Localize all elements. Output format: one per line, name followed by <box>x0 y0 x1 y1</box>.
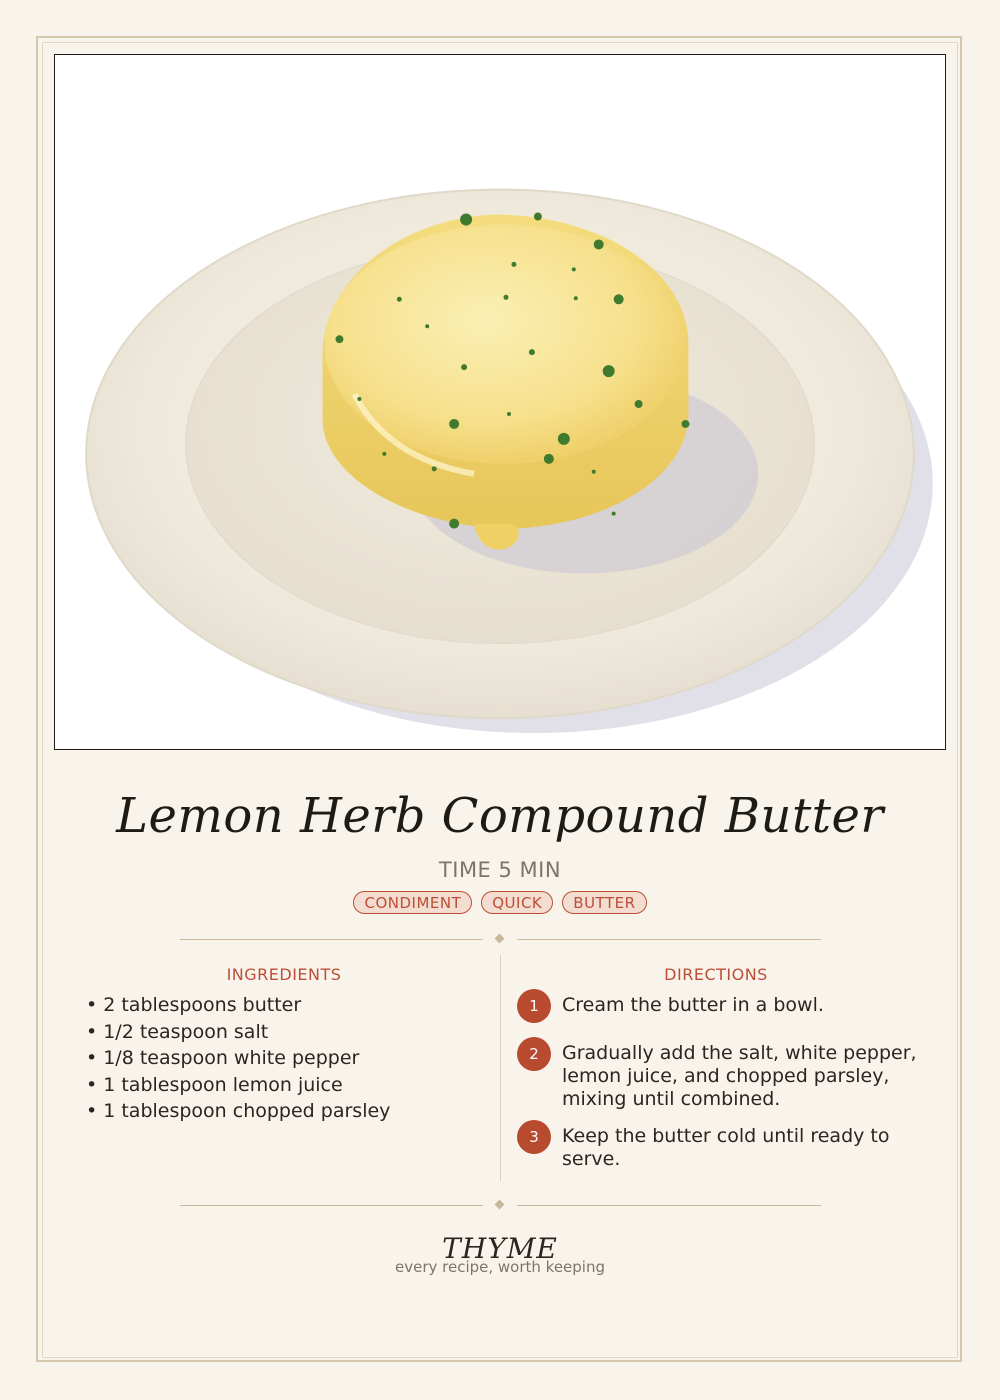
divider-bottom-left <box>180 1205 483 1206</box>
step-number-badge: 3 <box>517 1120 551 1154</box>
brand-logo: THYME <box>442 1232 558 1265</box>
direction-step <box>517 1120 917 1174</box>
direction-step <box>517 989 917 1029</box>
column-separator <box>500 955 501 1181</box>
recipe-title: Lemon Herb Compound Butter <box>116 788 884 844</box>
tag-list <box>0 891 1000 914</box>
ingredient-item: • 2 tablespoons butter <box>86 992 390 1019</box>
divider-top-right <box>517 939 821 940</box>
step-text: Gradually add the salt, white pepper, lemon juice, and chopped parsley, mixing until combined. <box>562 1042 917 1110</box>
tag-condiment[interactable]: CONDIMENT <box>353 891 472 914</box>
recipe-time: TIME 5 MIN <box>438 858 562 882</box>
divider-top-left <box>180 939 483 940</box>
divider-bottom-right <box>517 1205 821 1206</box>
ingredient-item: • 1/2 teaspoon salt <box>86 1019 390 1046</box>
tag-quick[interactable]: QUICK <box>481 891 553 914</box>
step-number-badge: 1 <box>517 989 551 1023</box>
butter-on-plate-illustration <box>55 55 945 749</box>
directions-heading: DIRECTIONS <box>664 965 768 984</box>
hero-image <box>54 54 946 750</box>
ingredients-heading: INGREDIENTS <box>226 965 342 984</box>
ingredient-item: • 1 tablespoon lemon juice <box>86 1072 390 1099</box>
step-text: Keep the butter cold until ready to serve. <box>562 1125 890 1170</box>
step-text: Cream the butter in a bowl. <box>562 994 824 1016</box>
step-number-badge: 2 <box>517 1037 551 1071</box>
ingredient-item: • 1 tablespoon chopped parsley <box>86 1098 390 1125</box>
ingredient-item: • 1/8 teaspoon white pepper <box>86 1045 390 1072</box>
tag-butter[interactable]: BUTTER <box>562 891 646 914</box>
brand-tagline: every recipe, worth keeping <box>394 1258 605 1276</box>
ingredients-list <box>86 992 390 1125</box>
direction-step <box>517 1037 917 1113</box>
